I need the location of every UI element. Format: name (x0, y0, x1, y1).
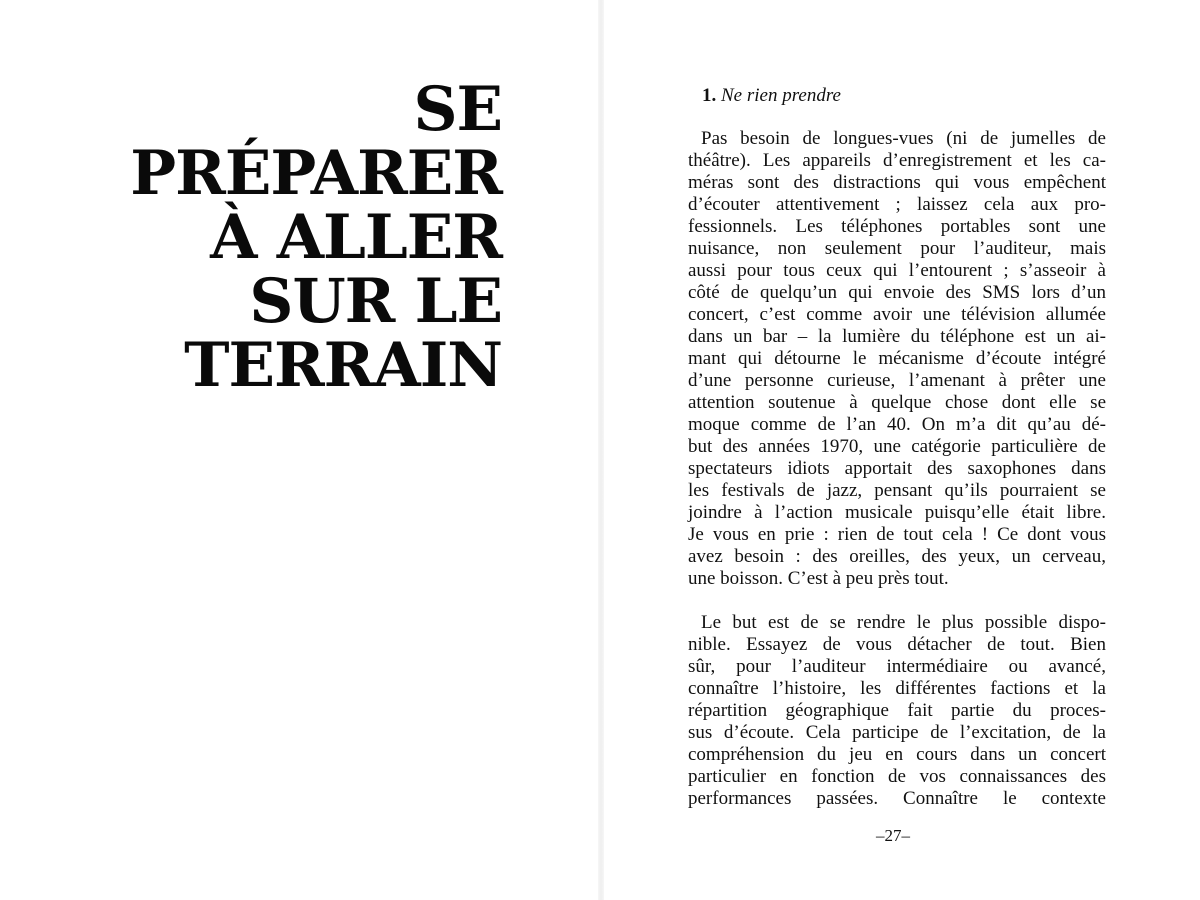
text-line: but des années 1970, une catégorie particulière de (688, 436, 1106, 457)
text-line: nible. Essayez de vous détacher de tout. Bien (688, 634, 1106, 655)
text-line: Le but est de se rendre le plus possible dispo- (701, 612, 1106, 633)
text-line: côté de quelqu’un qui envoie des SMS lors d’un (688, 282, 1106, 303)
text-line: moque comme de l’an 40. On m’a dit qu’au dé- (688, 414, 1106, 435)
text-line: dans un bar – la lumière du téléphone est un ai- (688, 326, 1106, 347)
chapter-title-line: SE (413, 74, 502, 145)
text-line: d’écouter attentivement ; laissez cela aux pro- (688, 194, 1106, 215)
text-line: joindre à l’action musicale puisqu’elle était libre. (688, 502, 1106, 523)
body-text (688, 128, 1106, 810)
chapter-title (130, 74, 502, 401)
section-heading (702, 84, 841, 108)
text-line: attention soutenue à quelque chose dont elle se (688, 392, 1106, 413)
chapter-title-line: PRÉPARER (130, 138, 502, 209)
text-line: fessionnels. Les téléphones portables sont une (688, 216, 1106, 237)
text-line: concert, c’est comme avoir une télévision allumée (688, 304, 1106, 325)
text-line: connaître l’histoire, les différentes factions et la (688, 678, 1106, 699)
paragraph (688, 612, 1106, 810)
text-line: aussi pour tous ceux qui l’entourent ; s’asseoir à (688, 260, 1106, 281)
text-line: théâtre). Les appareils d’enregistrement et les ca- (688, 150, 1106, 171)
section-title: Ne rien prendre (721, 85, 841, 106)
text-line: d’une personne curieuse, l’amenant à prêter une (688, 370, 1106, 391)
paragraphs (688, 128, 1106, 810)
text-line: performances passées. Connaître le contexte (688, 788, 1106, 809)
text-line: nuisance, non seulement pour l’auditeur, mais (688, 238, 1106, 259)
text-line: compréhension du jeu en cours dans un concert (688, 744, 1106, 765)
page-number: –27– (876, 826, 910, 845)
text-line: les festivals de jazz, pensant qu’ils pourraient se (688, 480, 1106, 501)
text-line: Je vous en prie : rien de tout cela ! Ce dont vous (688, 524, 1106, 545)
text-line: spectateurs idiots apportait des saxophones dans (688, 458, 1106, 479)
left-page (0, 0, 598, 900)
chapter-title-line: SUR LE (249, 266, 502, 337)
text-line: avez besoin : des oreilles, des yeux, un cerveau, (688, 546, 1106, 567)
text-line: répartition géographique fait partie du proces- (688, 700, 1106, 721)
text-line: sûr, pour l’auditeur intermédiaire ou avancé, (688, 656, 1106, 677)
text-line: particulier en fonction de vos connaissances des (688, 766, 1106, 787)
text-line: méras sont des distractions qui vous empêchent (688, 172, 1106, 193)
text-line: mant qui détourne le mécanisme d’écoute intégré (688, 348, 1106, 369)
text-line: une boisson. C’est à peu près tout. (688, 568, 949, 589)
text-line: Pas besoin de longues-vues (ni de jumelles de (701, 128, 1106, 149)
section-number: 1. (702, 85, 717, 106)
paragraph (688, 128, 1106, 590)
chapter-title-line: À ALLER (210, 202, 502, 273)
chapter-title-line: TERRAIN (184, 330, 502, 401)
text-line: sus d’écoute. Cela participe de l’excitation, de la (688, 722, 1106, 743)
paragraph-gap (688, 590, 1106, 612)
right-page (604, 0, 1200, 900)
